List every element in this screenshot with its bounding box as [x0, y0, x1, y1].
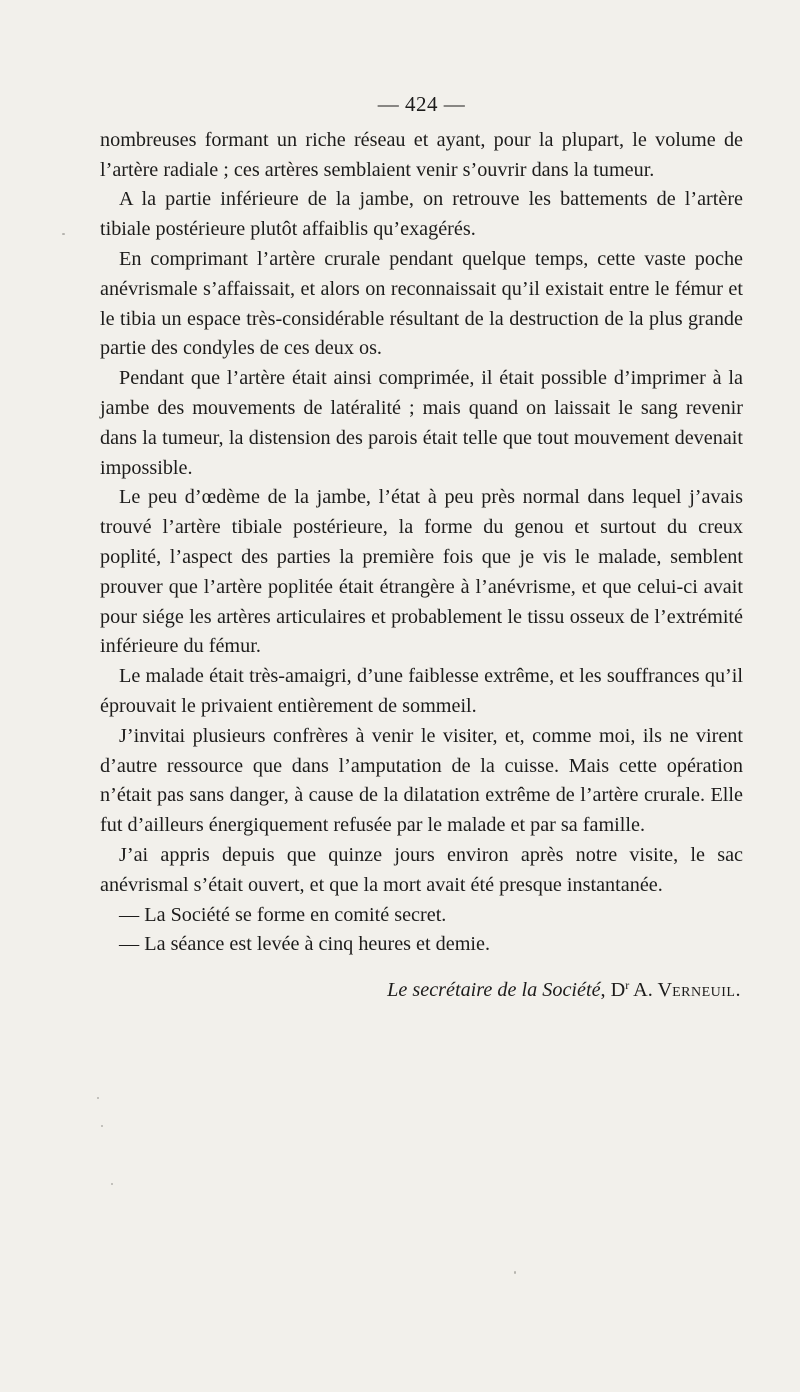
paragraph: A la partie inférieure de la jambe, on retrouve les battements de l’artère tibiale postérieure plutôt affaiblis qu’exagérés. — [100, 188, 743, 241]
paragraph-list — [100, 126, 743, 960]
paragraph: En comprimant l’artère crurale pendant quelque temps, cette vaste poche anévrismale s’affaissait, et alors on reconnaissait qu’il existait entre le fémur et le tibia un espace très-considérable résultant de la destruction de la plus grande partie des condyles de ces deux os. — [100, 247, 743, 360]
paragraph: Le peu d’œdème de la jambe, l’état à peu près normal dans lequel j’avais trouvé l’artère tibiale postérieure, la forme du genou et surtout du creux poplité, l’aspect des parties la première fois que je vis le malade, semblent prouver que l’artère poplitée était étrangère à l’anévrisme, et que celui-ci avait pour siége les artères articulaires et probablement le tissu osseux de l’extrémité inférieure du fémur. — [100, 486, 743, 658]
signature-title: D — [610, 979, 626, 1002]
paragraph: nombreuses formant un riche réseau et ayant, pour la plupart, le volume de l’artère radiale ; ces artères semblaient venir s’ouvrir dans la tumeur. — [100, 128, 743, 181]
paragraph: J’invitai plusieurs confrères à venir le visiter, et, comme moi, ils ne virent d’autre ressource que dans l’amputation de la cuisse. Mais cette opération n’était pas sans danger, à cause de la dilatation extrême de l’artère crurale. Elle fut d’ailleurs énergiquement refusée par le malade et par sa famille. — [100, 724, 743, 837]
paragraph: J’ai appris depuis que quinze jours environ après notre visite, le sac anévrismal s’était ouvert, et que la mort avait été presque instantanée. — [100, 843, 743, 896]
signature-role: Le secrétaire de la Société — [387, 979, 601, 1002]
signature-initial: A. V — [629, 979, 673, 1002]
scan-speck — [62, 233, 65, 235]
scan-speck — [111, 1183, 113, 1185]
signature-surname: erneuil. — [672, 979, 741, 1002]
signature-separator: , — [600, 979, 611, 1002]
scan-speck — [514, 1271, 516, 1274]
paragraph: — La Société se forme en comité secret. — [119, 903, 447, 926]
signature — [100, 971, 743, 1006]
paragraph: Pendant que l’artère était ainsi comprimée, il était possible d’imprimer à la jambe des mouvements de latéralité ; mais quand on laissait le sang revenir dans la tumeur, la distension des parois était telle que tout mouvement devenait impossible. — [100, 367, 743, 479]
paragraph: Le malade était très-amaigri, d’une faiblesse extrême, et les souffrances qu’il éprouvait le privaient entièrement de sommeil. — [100, 665, 743, 717]
paragraph: — La séance est levée à cinq heures et demie. — [119, 933, 491, 956]
scan-speck — [101, 1125, 103, 1127]
signature-title-superscript: r — [625, 978, 630, 993]
scan-speck — [97, 1097, 99, 1099]
page-number: — 424 — — [377, 92, 466, 116]
page-body — [100, 90, 743, 1006]
